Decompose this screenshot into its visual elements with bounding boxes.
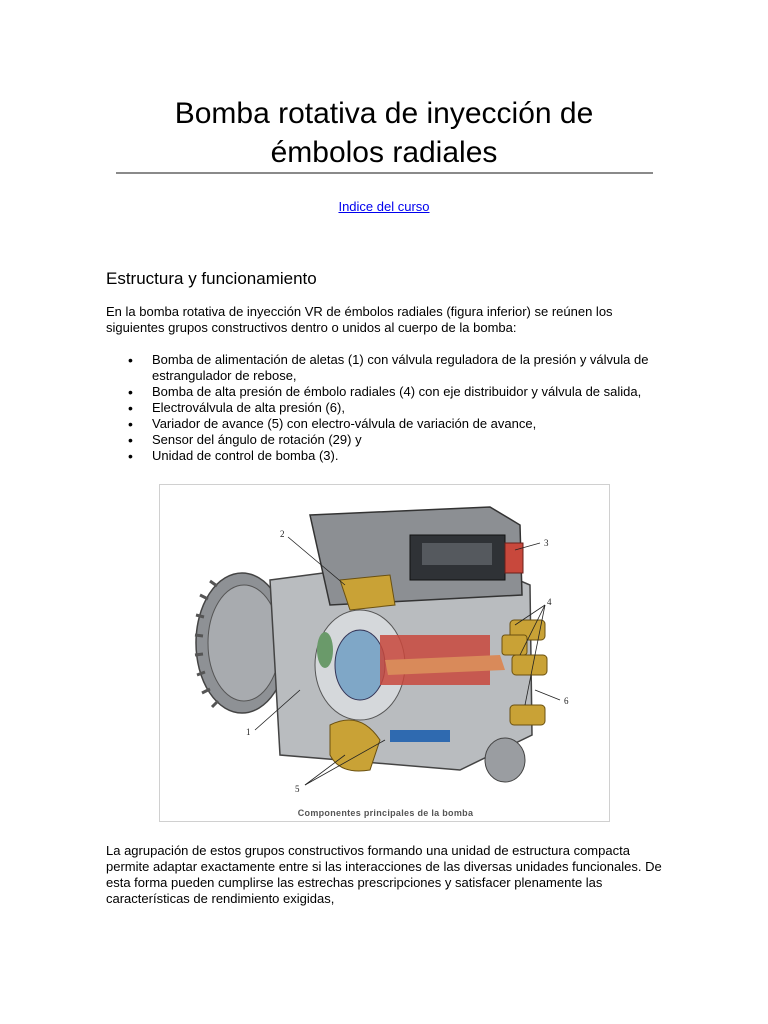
figure-caption: Componentes principales de la bomba [297, 808, 474, 818]
callout-1: 1 [246, 727, 251, 737]
page-title [100, 94, 668, 172]
title-divider [116, 172, 653, 174]
section-heading: Estructura y funcionamiento [106, 269, 317, 288]
component-list [106, 352, 666, 464]
callout-5: 5 [295, 784, 300, 794]
callout-3: 3 [544, 538, 549, 548]
title-line-1: Bomba rotativa de inyección de [174, 97, 594, 130]
list-item: • Bomba de alta presión de émbolo radiales (4) con eje distribuidor y válvula de salida, [106, 384, 666, 400]
list-item: • Unidad de control de bomba (3). [106, 448, 666, 464]
index-link-container [0, 199, 768, 214]
pump-figure [159, 484, 610, 822]
callout-6: 6 [564, 696, 569, 706]
title-line-2: émbolos radiales [270, 136, 498, 169]
list-item: • Variador de avance (5) con electro-válvula de variación de avance, [106, 416, 666, 432]
list-item: • Bomba de alimentación de aletas (1) con válvula reguladora de la presión y válvula de estrangulador de rebose, [106, 352, 666, 384]
list-item: • Electroválvula de alta presión (6), [106, 400, 666, 416]
pump-illustration [160, 485, 610, 805]
intro-paragraph: En la bomba rotativa de inyección VR de émbolos radiales (figura inferior) se reúnen los siguientes grupos constructivos dentro o unidos al cuerpo de la bomba: [106, 304, 613, 335]
callout-4: 4 [547, 597, 552, 607]
closing-paragraph: La agrupación de estos grupos constructivos formando una unidad de estructura compacta permite adaptar exactamente entre si las interacciones de las diversas unidades funcionales. De esta forma pueden cumplirse las estrechas prescripciones y satisfacer plenamente las características de rendimiento exigidas, [106, 843, 662, 906]
course-index-link[interactable]: Indice del curso [338, 199, 430, 214]
list-item: • Sensor del ángulo de rotación (29) y [106, 432, 666, 448]
callout-2: 2 [280, 529, 285, 539]
